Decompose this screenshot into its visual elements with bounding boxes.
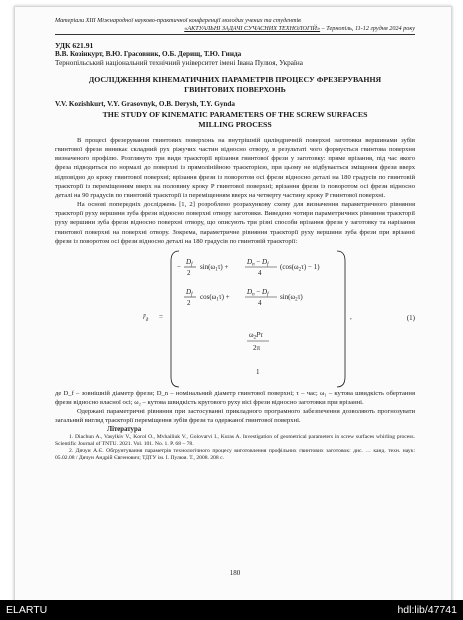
- header-divider: [55, 34, 415, 35]
- svg-text:,: ,: [350, 312, 352, 321]
- matrix-left-bracket: [171, 251, 179, 387]
- title-en: [55, 110, 415, 129]
- svg-text:2: 2: [187, 268, 191, 277]
- authors-ua: В.В. Козінкурт, В.Ю. Грасовник, О.Б. Дерищ, Т.Ю. Гинда: [55, 50, 242, 58]
- repository-footer-bar: [0, 600, 463, 620]
- paragraph-notation: де D_f – зовнішній діаметр фрези; D_n – номінальний діаметр гвинтової поверхні; τ – час; ω₁ – кутова швидкість обертання фрези відносно власної осі; ω₂ – кутова швидкість кругового руху вісі фрези відносно заготовки при врізанні.: [55, 389, 415, 407]
- body-text: [55, 136, 415, 426]
- matrix-right-bracket: [337, 251, 345, 387]
- svg-text:(cos(ω2τ) − 1): $(\cos(\omega_2\tau) - 1)$: [280, 262, 320, 273]
- header-location-date: – Тернопіль, 11-12 грудня 2024 року: [320, 25, 415, 32]
- svg-text:4: 4: [258, 268, 262, 277]
- svg-text:−: −: [177, 262, 181, 271]
- udc-code: УДК 621.91: [55, 41, 94, 50]
- references-title: Література: [107, 425, 142, 433]
- svg-text:Df: $D_f$: [186, 287, 193, 298]
- eq-equals: =: [159, 312, 163, 321]
- reference-1: 1. Diachun A., Vasylkiv V., Korol O., Mvhailiuk V., Golovarvi I., Kuras A. Investigation of geometrical parameters in screw surfaces whirling process. Scientific Journal of TNTU. 2021. Vol. 101. No. 1. P. 68 – 78.: [55, 433, 415, 447]
- svg-text:sin(ω2τ): $\sin(\omega_2\tau)$: [280, 292, 303, 303]
- svg-text:2π: 2π: [253, 343, 261, 352]
- eq-lhs: $r̄_д$: [143, 312, 149, 323]
- matrix-row-2: [184, 288, 303, 307]
- title-ua-line-2: ГВИНТОВИХ ПОВЕРХОНЬ: [184, 84, 286, 94]
- title-ua-line-1: ДОСЛІДЖЕННЯ КІНЕМАТИЧНИХ ПАРАМЕТРІВ ПРОЦЕСУ ФРЕЗЕРУВАННЯ: [88, 75, 382, 84]
- paragraph-conclusion: Одержані параметричні рівняння при застосуванні прикладного програмного забезпечення дозволяють прогнозувати загальний вигляд траєкторії переміщення зубів фрези та одержаної гвинтової поверхні.: [55, 408, 415, 425]
- affiliation: Тернопільський національний технічний університет імені Івана Пулюя, Україна: [55, 59, 303, 67]
- header-line-1: Матеріали ХІІІ Міжнародної науково-практичної конференції молодих учених та студентів: [55, 17, 301, 24]
- equation-1: [55, 249, 415, 389]
- equation-svg: [55, 249, 415, 389]
- matrix-row-1: [177, 258, 320, 277]
- references: [55, 426, 415, 462]
- page-number: 180: [229, 569, 241, 577]
- matrix-row-4: 1: [256, 367, 260, 376]
- svg-text:Dn − Df: $D_n - D_f$: [247, 287, 269, 298]
- page-content: [55, 17, 415, 577]
- svg-text:sin(ω1τ) +: $\sin(\omega_1\tau)$ +: [200, 262, 229, 273]
- paragraph-intro: В процесі фрезерування гвинтових поверхонь на внутрішній циліндричній поверхні заготовки вершинами зубів гвинтової фрези виникає складний рух ріжучих частин відносно отвору, в результаті чого формується гвинтова поверхня визначеного профілю. Розглянуто три види траєкторії врізання гвинтової фрези у заготовку: пряме врізання, під час якого фреза підводиться по нормалі до поверхні із прямолінійною траєкторією, при цьому не відбувається зміщення фрези вверх відповідно до кроку гвинтової поверхні; врізання фрези із поворотом осі фрези відносно деталі на 180 градусів по гвинтовій траєкторії із переміщенням вверх на половину кроку P гвинтової поверхні; врізання фрези із поворотом осі фрези відносно деталі на 90 градусів по гвинтовій траєкторії із переміщенням вверх на четверту частину кроку P гвинтової поверхні.: [55, 137, 415, 199]
- conference-header: [55, 17, 415, 33]
- matrix-row-3: [247, 331, 269, 352]
- authors-en: V.V. Kozishkurt, V.Y. Grasovnyk, O.B. Derysh, T.Y. Gynda: [55, 100, 235, 108]
- svg-text:2: 2: [187, 298, 191, 307]
- svg-text:cos(ω1τ) +: $\cos(\omega_1\tau)$ +: [200, 292, 230, 303]
- header-conference-name: «АКТУАЛЬНІ ЗАДАЧІ СУЧАСНИХ ТЕХНОЛОГІЙ»: [184, 25, 321, 32]
- repository-name: ELARTU: [6, 604, 48, 616]
- header-line-2: [55, 25, 415, 33]
- paragraph-method: На основі попередніх досліджень [1, 2] розроблено розрахункову схему для визначення параметричного рівняння траєкторії руху вершини зуба фрези відносно поверхні отвору заготовки. Виведено чотири параметричних рівняння траєкторії руху вершини зуба фрези відносно поверхні отвору, що описують три різні способи врізання фрези у заготовку та нарізання гвинтової поверхні на поверхні отвору. Зокрема, параметричне рівняння траєкторії руху вершини зуба фрези при врізанні фрези із поворотом осі фрези відносно деталі на 180 градусів по гвинтовій траєкторії:: [55, 201, 415, 245]
- title-en-line-1: THE STUDY OF KINEMATIC PARAMETERS OF THE SCREW SURFACES: [102, 110, 368, 119]
- reference-2: 2. Дячун А.Є. Обґрунтування параметрів технологічного процесу виготовлення профільних гвинтових заготовок: дис. … канд. техн. наук: 05.02.08 / Дячун Андрій Євгенович; ТДТУ ім. І. Пулюя. Т., 2008. 208 с.: [55, 447, 415, 461]
- handle-link[interactable]: hdl:lib/47741: [397, 604, 457, 616]
- title-en-line-2: MILLING PROCESS: [198, 119, 272, 129]
- svg-text:Dn − Df: $D_n - D_f$: [247, 257, 269, 268]
- svg-text:4: 4: [258, 298, 262, 307]
- svg-text:ω2Pτ: $\omega_2P\tau$: [249, 330, 263, 341]
- svg-text:Df: $D_f$: [186, 257, 193, 268]
- equation-number: (1): [406, 313, 415, 322]
- document-page: [14, 6, 452, 602]
- title-ua: [55, 75, 415, 94]
